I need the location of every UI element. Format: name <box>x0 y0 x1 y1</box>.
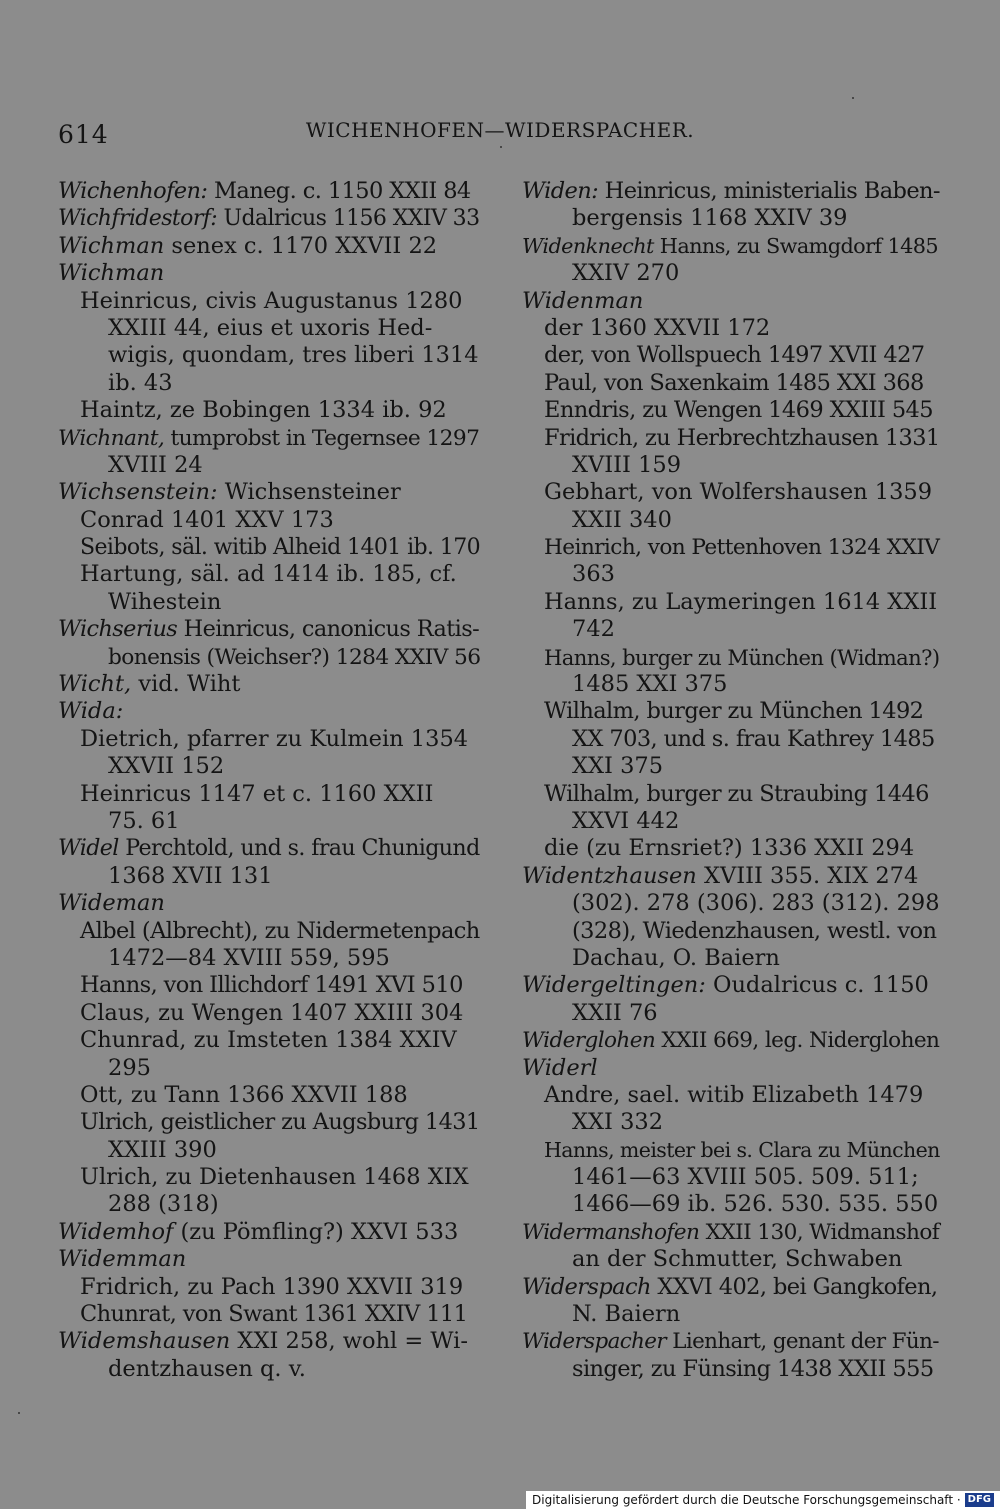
index-line <box>58 726 480 753</box>
index-line <box>58 972 480 999</box>
scan-speck <box>852 97 854 99</box>
entry-text: der, von Wollspuech 1497 XVII 427 <box>544 342 925 369</box>
index-line <box>522 1328 940 1355</box>
footer-credit-bar <box>526 1491 1000 1509</box>
index-line <box>58 890 480 917</box>
entry-text: Seibots, säl. witib Alheid 1401 ib. 170 <box>80 535 481 561</box>
index-line <box>58 178 480 205</box>
entry-text: der 1360 XXVII 172 <box>544 314 771 341</box>
index-line <box>58 753 480 780</box>
dfg-logo: DFG <box>965 1493 994 1507</box>
headword: Widenman <box>522 287 644 314</box>
entry-text: Wihestein <box>108 588 222 615</box>
entry-text: dentzhausen q. v. <box>108 1355 306 1382</box>
index-line <box>522 918 940 945</box>
index-line <box>522 1055 940 1082</box>
entry-text: Udalricus 1156 XXIV 33 <box>217 206 480 232</box>
entry-text: Oudalricus c. 1150 <box>705 972 929 999</box>
index-line <box>58 233 480 260</box>
index-line <box>522 616 940 643</box>
index-line <box>58 288 480 315</box>
index-line <box>522 1109 940 1136</box>
index-line <box>58 644 480 671</box>
index-line <box>522 945 940 972</box>
index-line <box>522 808 940 835</box>
index-line <box>522 1246 940 1273</box>
headword: Wideman <box>58 890 165 917</box>
index-line <box>522 370 940 397</box>
running-head: WICHENHOFEN—WIDERSPACHER. <box>305 118 695 142</box>
entry-text: XXVI 402, bei Gangkofen, <box>650 1273 938 1300</box>
index-line <box>522 1191 940 1218</box>
entry-text: Andre, sael. witib Elizabeth 1479 <box>544 1081 924 1108</box>
index-line <box>58 315 480 342</box>
entry-text: 1368 XVII 131 <box>108 862 273 889</box>
entry-text: Dachau, O. Baiern <box>572 944 780 971</box>
headword: Wichserius <box>58 616 178 643</box>
headword: Wida: <box>58 698 124 725</box>
entry-text: Heinricus, ministerialis Baben- <box>598 178 940 204</box>
index-line <box>58 1301 480 1328</box>
index-line <box>58 534 480 561</box>
entry-text: Wichsensteiner <box>217 479 401 506</box>
index-line <box>58 507 480 534</box>
entry-text: XXI 332 <box>572 1109 664 1136</box>
entry-text: 742 <box>572 616 615 643</box>
entry-text: Perchtold, und s. frau Chunigund <box>118 835 480 862</box>
right-column <box>522 178 940 1383</box>
entry-text: Enndris, zu Wengen 1469 XXIII 545 <box>544 397 933 424</box>
headword: Widemman <box>58 1246 187 1273</box>
index-line <box>522 671 940 698</box>
index-line <box>58 561 480 588</box>
entry-text: tumprobst in Tegernsee 1297 <box>164 425 480 451</box>
index-line <box>58 260 480 287</box>
entry-text: 288 (318) <box>108 1191 219 1218</box>
entry-text: XXII 340 <box>572 506 672 533</box>
entry-text: bergensis 1168 XXIV 39 <box>572 205 848 232</box>
entry-text: XXIII 44, eius et uxoris Hed- <box>108 314 433 341</box>
entry-text: Hanns, zu Swamgdorf 1485 <box>653 233 939 258</box>
entry-text: (zu Pömfling?) XXVI 533 <box>173 1218 459 1245</box>
index-line <box>58 589 480 616</box>
entry-text: Haintz, ze Bobingen 1334 ib. 92 <box>80 397 447 424</box>
index-line <box>522 1301 940 1328</box>
entry-text: XXVI 442 <box>572 807 680 834</box>
index-line <box>522 288 940 315</box>
entry-text: 1461—63 XVIII 505. 509. 511; <box>572 1164 919 1191</box>
index-line <box>522 1082 940 1109</box>
entry-text: 295 <box>108 1054 151 1081</box>
entry-text: Hanns, burger zu München (Widman?) <box>544 644 940 670</box>
entry-text: wigis, quondam, tres liberi 1314 <box>108 342 479 369</box>
index-line <box>522 1274 940 1301</box>
entry-text: XXIII 390 <box>108 1136 217 1163</box>
entry-text: Paul, von Saxenkaim 1485 XXI 368 <box>544 369 924 396</box>
index-line <box>522 260 940 287</box>
headword: Widemhof <box>58 1218 174 1245</box>
entry-text: XVIII 159 <box>572 451 682 478</box>
entry-text: (328), Wiedenzhausen, westl. von <box>572 917 937 944</box>
index-line <box>522 890 940 917</box>
entry-text: bonensis (Weichser?) 1284 XXIV 56 <box>108 644 481 670</box>
index-line <box>522 1219 940 1246</box>
entry-text: 1485 XXI 375 <box>572 671 728 698</box>
entry-text: Ulrich, zu Dietenhausen 1468 XIX <box>80 1164 469 1191</box>
left-column <box>58 178 480 1383</box>
index-line <box>58 425 480 452</box>
index-line <box>522 534 940 561</box>
entry-text: ib. 43 <box>108 369 173 396</box>
index-line <box>522 1356 940 1383</box>
entry-text: 1472—84 XVIII 559, 595 <box>108 944 390 971</box>
entry-text: Ott, zu Tann 1366 XXVII 188 <box>80 1081 408 1108</box>
headword: Wichfridestorf: <box>58 206 218 232</box>
headword: Wichnant, <box>58 425 165 451</box>
scan-speck <box>500 146 502 148</box>
index-line <box>522 781 940 808</box>
entry-text: Heinricus 1147 et c. 1160 XXII <box>80 780 434 807</box>
headword: Widemshausen <box>58 1328 231 1355</box>
headword: Widermanshofen <box>522 1219 700 1245</box>
headword: Wichenhofen: <box>58 178 208 204</box>
index-line <box>58 808 480 835</box>
headword: Widenknecht <box>522 233 654 258</box>
index-line <box>522 972 940 999</box>
entry-text: XXI 375 <box>572 753 664 780</box>
entry-text: Wilhalm, burger zu München 1492 <box>544 698 924 725</box>
entry-text: Gebhart, von Wolfershausen 1359 <box>544 479 933 506</box>
entry-text: Hanns, zu Laymeringen 1614 XXII <box>544 588 938 615</box>
headword: Widergeltingen: <box>522 972 706 999</box>
index-line <box>522 1137 940 1164</box>
index-line <box>522 589 940 616</box>
entry-text: Hanns, meister bei s. Clara zu München <box>544 1137 940 1162</box>
index-line <box>58 479 480 506</box>
index-line <box>522 1000 940 1027</box>
entry-text: Heinricus, civis Augustanus 1280 <box>80 287 463 314</box>
index-line <box>58 1055 480 1082</box>
entry-text: Chunrat, von Swant 1361 XXIV 111 <box>80 1301 468 1328</box>
index-line <box>522 507 940 534</box>
index-line <box>58 698 480 725</box>
index-line <box>522 753 940 780</box>
index-line <box>58 1356 480 1383</box>
entry-text: die (zu Ernsriet?) 1336 XXII 294 <box>544 835 915 862</box>
index-line <box>58 205 480 232</box>
index-line <box>522 397 940 424</box>
entry-text: Lienhart, genant der Fün- <box>666 1329 939 1355</box>
index-line <box>522 205 940 232</box>
index-line <box>522 863 940 890</box>
index-line <box>58 835 480 862</box>
entry-text: Ulrich, geistlicher zu Augsburg 1431 <box>80 1109 480 1136</box>
entry-text: Hartung, säl. ad 1414 ib. 185, cf. <box>80 561 457 588</box>
index-line <box>58 863 480 890</box>
scan-speck <box>18 1412 20 1414</box>
index-line <box>522 1027 940 1054</box>
entry-text: Dietrich, pfarrer zu Kulmein 1354 <box>80 725 469 752</box>
entry-text: singer, zu Fünsing 1438 XXII 555 <box>572 1355 934 1382</box>
entry-text: Fridrich, zu Pach 1390 XXVII 319 <box>80 1273 464 1300</box>
entry-text: an der Schmutter, Schwaben <box>572 1246 903 1273</box>
index-line <box>58 397 480 424</box>
index-line <box>58 1000 480 1027</box>
index-line <box>522 342 940 369</box>
headword: Wichman <box>58 232 165 259</box>
entry-text: senex c. 1170 XXVII 22 <box>164 232 438 259</box>
index-line <box>522 561 940 588</box>
index-line <box>522 315 940 342</box>
index-line <box>58 918 480 945</box>
entry-text: Fridrich, zu Herbrechtzhausen 1331 <box>544 424 940 451</box>
entry-text: Albel (Albrecht), zu Nidermetenpach <box>80 917 480 944</box>
entry-text: XXI 258, wohl = Wi- <box>230 1328 468 1355</box>
entry-text: Claus, zu Wengen 1407 XXIII 304 <box>80 999 464 1026</box>
entry-text: XVIII 355. XIX 274 <box>696 862 919 889</box>
index-line <box>58 1328 480 1355</box>
index-line <box>58 1164 480 1191</box>
entry-text: N. Baiern <box>572 1301 681 1328</box>
headword: Widen: <box>522 178 599 204</box>
index-line <box>522 726 940 753</box>
entry-text: XXVII 152 <box>108 753 225 780</box>
entry-text: 363 <box>572 561 615 588</box>
headword: Wicht, <box>58 671 132 698</box>
entry-text: XVIII 24 <box>108 451 203 478</box>
entry-text: XX 703, und s. frau Kathrey 1485 <box>572 725 935 752</box>
index-line <box>58 1109 480 1136</box>
headword: Widel <box>58 835 119 862</box>
page-number: 614 <box>58 120 109 149</box>
entry-text: vid. Wiht <box>131 671 241 698</box>
index-line <box>522 452 940 479</box>
index-line <box>58 1191 480 1218</box>
entry-text: XXII 76 <box>572 999 658 1026</box>
index-line <box>58 1082 480 1109</box>
index-line <box>58 616 480 643</box>
index-line <box>58 452 480 479</box>
entry-text: (302). 278 (306). 283 (312). 298 <box>572 890 940 917</box>
index-line <box>522 698 940 725</box>
index-line <box>58 945 480 972</box>
index-line <box>522 178 940 205</box>
index-line <box>58 342 480 369</box>
index-line <box>58 1219 480 1246</box>
entry-text: Heinrich, von Pettenhoven 1324 XXIV <box>544 535 940 561</box>
headword: Widerspacher <box>522 1329 667 1355</box>
index-line <box>58 1274 480 1301</box>
entry-text: Heinricus, canonicus Ratis- <box>177 616 480 643</box>
headword: Widerspach <box>522 1273 651 1300</box>
entry-text: Maneg. c. 1150 XXII 84 <box>207 178 471 204</box>
headword: Wichman <box>58 260 165 287</box>
index-line <box>58 671 480 698</box>
entry-text: XXIV 270 <box>572 260 680 287</box>
index-line <box>522 644 940 671</box>
index-line <box>58 1246 480 1273</box>
entry-text: Chunrad, zu Imsteten 1384 XXIV <box>80 1027 457 1054</box>
headword: Widentzhausen <box>522 862 697 889</box>
index-line <box>522 1164 940 1191</box>
entry-text: Wilhalm, burger zu Straubing 1446 <box>544 780 929 807</box>
entry-text: 1466—69 ib. 526. 530. 535. 550 <box>572 1191 939 1218</box>
headword: Widerglohen <box>522 1028 656 1054</box>
index-line <box>58 1137 480 1164</box>
index-line <box>58 1027 480 1054</box>
entry-text: 75. 61 <box>108 807 180 834</box>
footer-credit-text: Digitalisierung gefördert durch die Deutsche Forschungsgemeinschaft · <box>532 1493 961 1507</box>
entry-text: Hanns, von Illichdorf 1491 XVI 510 <box>80 972 463 999</box>
index-line <box>522 425 940 452</box>
entry-text: XXII 669, leg. Niderglohen <box>655 1028 940 1054</box>
index-line <box>522 479 940 506</box>
entry-text: Conrad 1401 XXV 173 <box>80 506 334 533</box>
index-line <box>58 781 480 808</box>
index-line <box>522 233 940 260</box>
index-line <box>58 370 480 397</box>
headword: Widerl <box>522 1054 598 1081</box>
index-line <box>522 835 940 862</box>
headword: Wichsenstein: <box>58 479 218 506</box>
entry-text: XXII 130, Widmanshof <box>699 1219 940 1245</box>
